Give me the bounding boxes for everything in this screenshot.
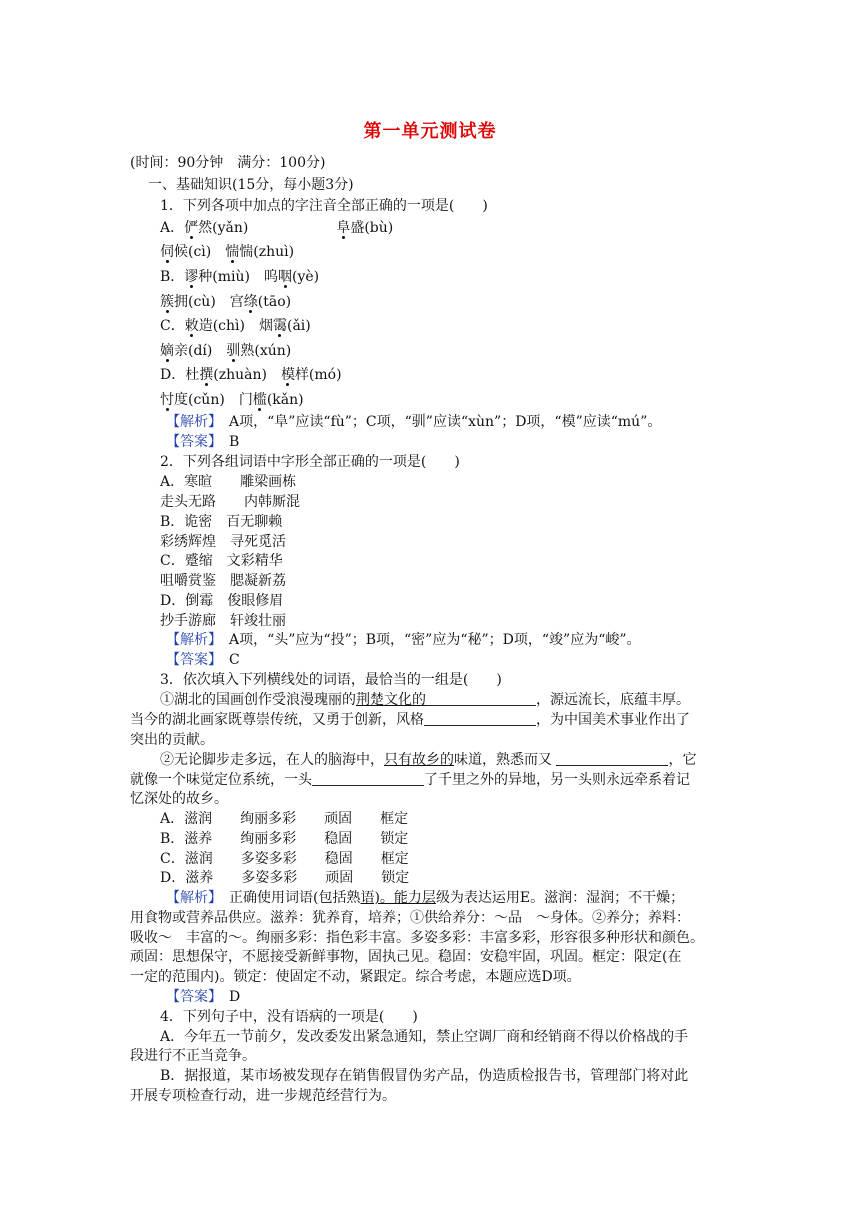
q3-passage1-line1: ①湖北的国画创作受浪漫瑰丽的荆楚文化的 ，源远流长，底蕴丰厚。 <box>160 692 690 708</box>
q2-option-c-line2: 咀嚼赏鉴 腮凝新荔 <box>160 573 286 589</box>
q1-option-c-line2: 嫡亲(dí) 驯熟(xún) <box>160 343 292 359</box>
analysis-tag: 【解析】 <box>166 632 215 648</box>
q2-answer: 【答案】 C <box>166 652 240 668</box>
q2-analysis: 【解析】 A项，“头”应为“投”；B项，“密”应为“秘”；D项，“竣”应为“峻”。 <box>166 632 641 648</box>
q2-stem: 2．下列各组词语中字形全部正确的一项是( ) <box>160 454 460 470</box>
q4-stem: 4．下列句子中，没有语病的一项是( ) <box>160 1009 418 1025</box>
q3-analysis-line4: 顽固：思想保守，不愿接受新鲜事物，固执己见。稳固：安稳牢固，巩固。框定：限定(在 <box>130 949 682 965</box>
q2-option-d-line1: D．倒霉 俊眼修眉 <box>160 593 284 609</box>
q3-option-c: C．滋润 多姿多彩 稳固 框定 <box>160 851 409 867</box>
q3-analysis-line2: 用食物或营养品供应。滋养：犹养育，培养；①供给养分：～品 ～身体。②养分；养料： <box>130 910 690 926</box>
q3-option-d: D．滋养 多姿多彩 顽固 锁定 <box>160 870 410 886</box>
q4-option-a-line2: 段进行不正当竞争。 <box>130 1048 256 1064</box>
q2-option-a-line2: 走头无路 内韩厮混 <box>160 494 300 510</box>
q3-option-a: A．滋润 绚丽多彩 顽固 框定 <box>160 811 409 827</box>
q3-stem: 3．依次填入下列横线处的词语，最恰当的一组是( ) <box>160 672 502 688</box>
q3-analysis-line5: 一定的范围内)。锁定：使固定不动，紧跟定。综合考虑，本题应选D项。 <box>130 969 581 985</box>
q1-option-d-line2: 忖度(cǔn) 门槛(kǎn) <box>160 392 304 408</box>
q2-option-d-line2: 抄手游廊 轩竣壮丽 <box>160 613 286 629</box>
fill-blank <box>426 691 536 706</box>
q3-passage2-line1: ②无论脚步走多远，在人的脑海中，只有故乡的味道，熟悉而又 ，它 <box>160 752 697 768</box>
q3-analysis-line3: 吸收～ 丰富的～。绚丽多彩：指色彩丰富。多姿多彩：丰富多彩，形容很多种形状和颜色。 <box>130 930 704 946</box>
q3-analysis-line1: 【解析】 正确使用词语(包括熟语)。能力层级为表达运用E。滋润：湿润；不干燥； <box>166 890 685 906</box>
answer-tag: 【答案】 <box>166 652 215 668</box>
q4-option-b-line1: B．据报道，某市场被发现存在销售假冒伪劣产品，伪造质检报告书，管理部门将对此 <box>160 1068 689 1084</box>
analysis-tag: 【解析】 <box>166 890 215 906</box>
q1-analysis: 【解析】 A项，“阜”应读“fù”；C项，“驯”应读“xùn”；D项，“模”应读“mú”。 <box>166 414 662 430</box>
q1-option-c-line1: C．敕造(chì) 烟霭(ǎi) <box>160 318 311 334</box>
q3-passage2-line2: 就像一个味觉定位系统，一头 了千里之外的异地，另一头则永远牵系着记 <box>130 772 690 788</box>
q3-answer: 【答案】 D <box>166 989 241 1005</box>
q1-option-a-line1: A．俨然(yǎn) 阜盛(bù) <box>160 220 394 236</box>
q2-option-c-line1: C．蹙缩 文彩精华 <box>160 553 283 569</box>
q3-passage2-line3: 忆深处的故乡。 <box>130 791 228 807</box>
q3-passage1-line3: 突出的贡献。 <box>130 732 214 748</box>
exam-meta: (时间：90分钟 满分：100分) <box>130 155 326 171</box>
q2-option-b-line2: 彩绣辉煌 寻死觅活 <box>160 534 286 550</box>
analysis-tag: 【解析】 <box>166 414 215 430</box>
q1-answer: 【答案】 B <box>166 434 240 450</box>
section-heading: 一、基础知识(15分，每小题3分) <box>148 177 354 193</box>
page-title: 第一单元测试卷 <box>363 121 497 142</box>
fill-blank <box>312 771 424 786</box>
q2-option-a-line1: A．寒暄 雕梁画栋 <box>160 474 297 490</box>
fill-blank <box>424 711 536 726</box>
q1-option-a-line2: 伺候(cì) 惴惴(zhuì) <box>160 244 295 260</box>
q3-passage1-line2: 当今的湖北画家既尊崇传统，又勇于创新，风格 ，为中国美术事业作出了 <box>130 712 690 728</box>
answer-tag: 【答案】 <box>166 989 215 1005</box>
q4-option-a-line1: A．今年五一节前夕，发改委发出紧急通知，禁止空调厂商和经销商不得以价格战的手 <box>160 1029 689 1045</box>
q3-option-b: B．滋养 绚丽多彩 稳固 锁定 <box>160 831 409 847</box>
fill-blank <box>556 751 668 766</box>
q4-option-b-line2: 开展专项检查行动，进一步规范经营行为。 <box>130 1088 396 1104</box>
q1-option-b-line1: B．谬种(miù) 呜咽(yè) <box>160 269 320 285</box>
q1-option-b-line2: 簇拥(cù) 宫绦(tāo) <box>160 294 292 310</box>
answer-tag: 【答案】 <box>166 434 215 450</box>
q2-option-b-line1: B．诡密 百无聊赖 <box>160 514 283 530</box>
q1-stem: 1．下列各项中加点的字注音全部正确的一项是( ) <box>160 198 488 214</box>
q1-option-d-line1: D．杜撰(zhuàn) 模样(mó) <box>160 367 342 383</box>
